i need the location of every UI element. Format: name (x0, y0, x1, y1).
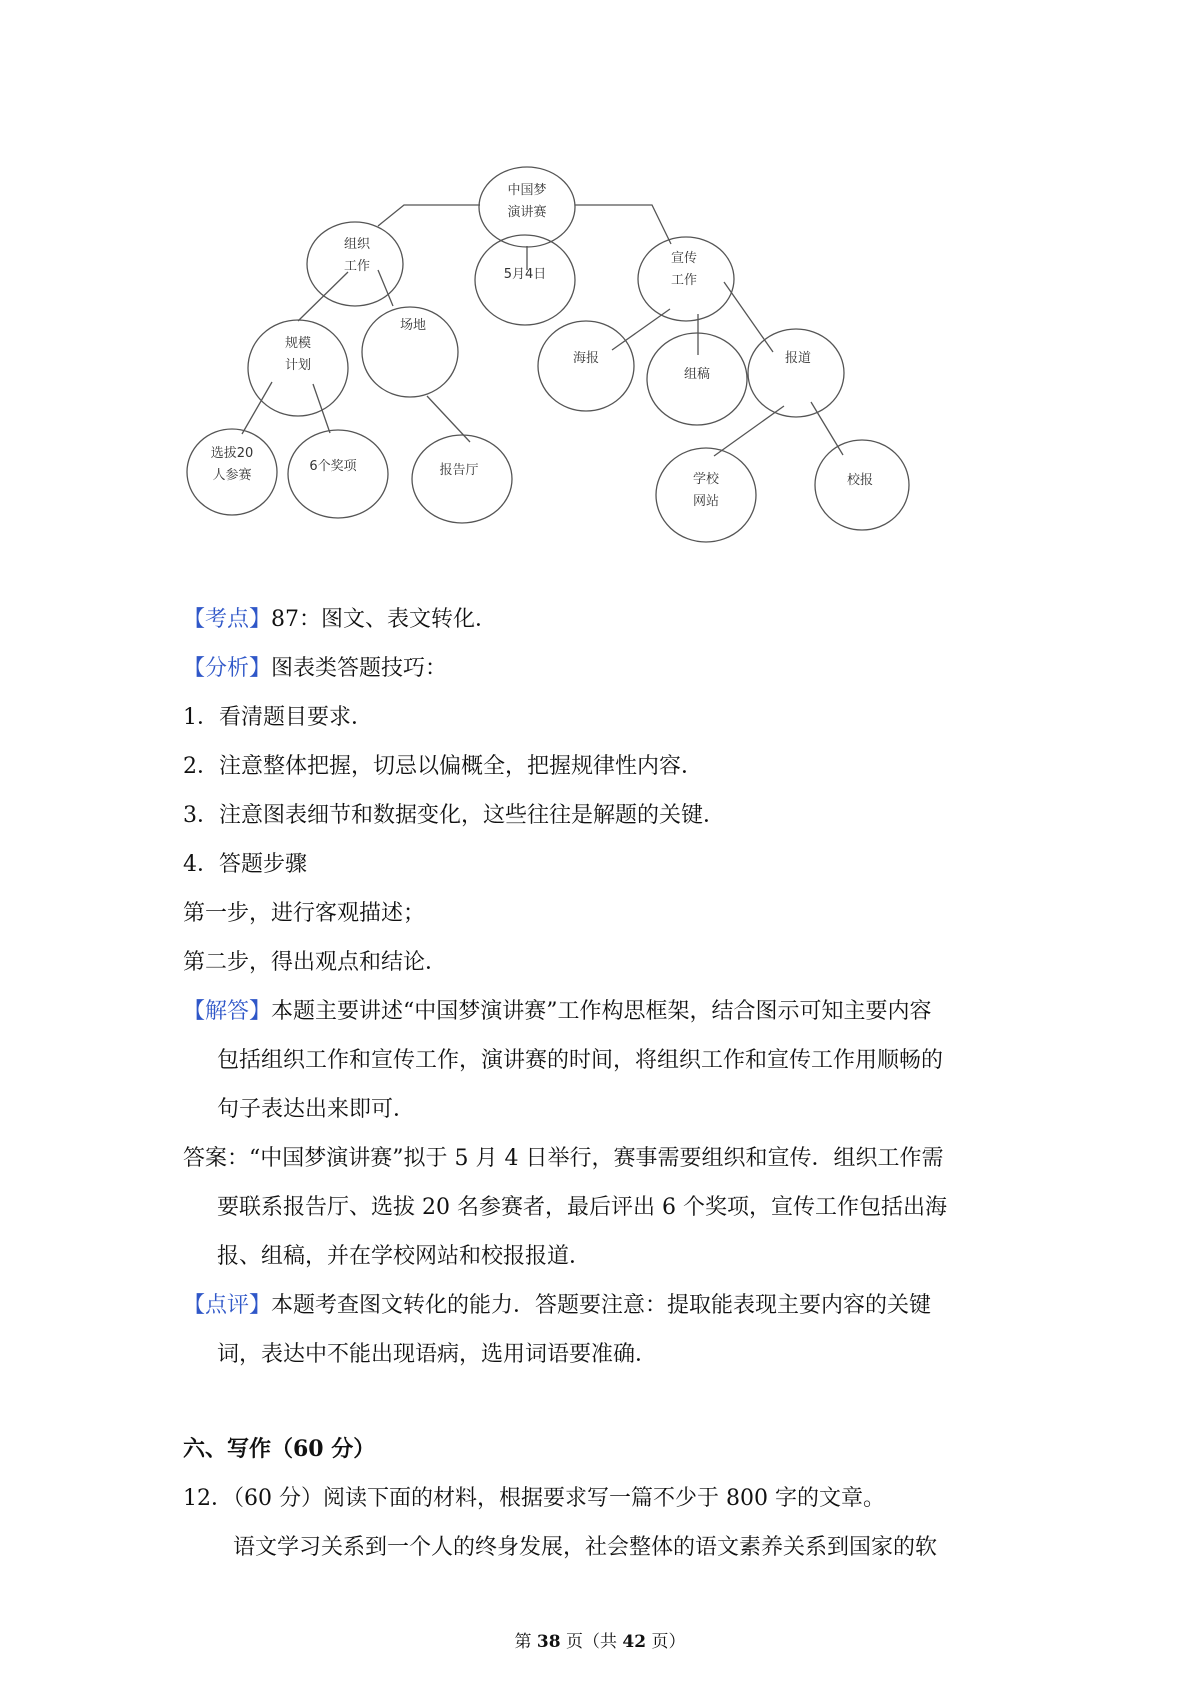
answer-line-1: 答案：“中国梦演讲赛”拟于 5 月 4 日举行，赛事需要组织和宣传．组织工作需 (183, 1146, 944, 1171)
dianping-text-1: 本题考查图文转化的能力．答题要注意：提取能表现主要内容的关键 (271, 1293, 932, 1318)
fenxi-text: 图表类答题技巧： (271, 656, 448, 681)
kaodian-tag: 【考点】 (183, 607, 272, 632)
edge-root-pub (575, 205, 671, 244)
step-1: 第一步，进行客观描述； (183, 901, 426, 926)
answer-line-3: 报、组稿，并在学校网站和校报报道． (217, 1244, 592, 1269)
node-label-root: 中国梦演讲赛 (507, 183, 547, 220)
node-label-select: 选拔20 人参赛 (210, 446, 254, 483)
tip-item-1: 1．看清题目要求． (183, 705, 373, 730)
footer-prefix: 第 (514, 1632, 537, 1652)
fenxi-line (183, 644, 447, 693)
tip-item-2: 2．注意整体把握，切忌以偏概全，把握规律性内容． (183, 754, 703, 779)
edge-report-paper (811, 402, 843, 455)
kaodian-text: 87：图文、表文转化． (271, 607, 498, 632)
dianping-line (183, 1281, 931, 1330)
node-label-org: 组织工作 (343, 237, 371, 274)
dianping-text-2: 词，表达中不能出现语病，选用词语要准确． (217, 1342, 658, 1367)
tip-item-4: 4．答题步骤 (183, 852, 307, 877)
kaodian-line (183, 595, 497, 644)
jieda-text-3: 句子表达出来即可． (217, 1097, 416, 1122)
node-label-report: 报道 (784, 351, 812, 366)
mind-map-diagram (0, 0, 1200, 580)
node-poster (538, 321, 634, 411)
jieda-text-2: 包括组织工作和宣传工作，演讲赛的时间，将组织工作和宣传工作用顺畅的 (217, 1048, 944, 1073)
edge-report-website (714, 406, 784, 456)
node-label-plan: 规模计划 (284, 336, 312, 373)
edge-org-plan (298, 272, 348, 321)
node-label-hall: 报告厅 (439, 463, 479, 478)
node-label-paper: 校报 (846, 473, 874, 488)
edge-plan-awards (313, 384, 330, 433)
page-footer (0, 1630, 1200, 1654)
node-awards (288, 430, 388, 518)
node-label-website: 学校网站 (692, 472, 720, 509)
jieda-text-1: 本题主要讲述“中国梦演讲赛”工作构思框架，结合图示可知主要内容 (271, 999, 932, 1024)
node-label-pub: 宣传工作 (670, 251, 698, 288)
footer-suffix: 页） (646, 1632, 686, 1652)
question-12-material: 语文学习关系到一个人的终身发展，社会整体的语文素养关系到国家的软 (233, 1535, 938, 1560)
node-label-poster: 海报 (572, 351, 600, 366)
node-label-venue: 场地 (399, 318, 427, 333)
fenxi-tag: 【分析】 (183, 656, 272, 681)
footer-page-number: 38 (536, 1632, 561, 1652)
edge-org-venue (378, 270, 393, 306)
tip-item-3: 3．注意图表细节和数据变化，这些往往是解题的关键． (183, 803, 725, 828)
step-2: 第二步，得出观点和结论． (183, 950, 448, 975)
question-12: 12．（60 分）阅读下面的材料，根据要求写一篇不少于 800 字的文章。 (183, 1486, 885, 1511)
footer-total-pages: 42 (622, 1632, 647, 1652)
dianping-tag: 【点评】 (183, 1293, 272, 1318)
node-label-draft: 组稿 (683, 367, 711, 382)
answer-line-2: 要联系报告厅、选拔 20 名参赛者，最后评出 6 个奖项，宣传工作包括出海 (217, 1195, 947, 1220)
node-label-awards: 6个奖项 (309, 459, 357, 474)
edge-root-org (378, 205, 480, 226)
section-title: 六、写作（60 分） (183, 1436, 376, 1462)
edge-plan-select (242, 382, 272, 434)
footer-middle: 页（共 (560, 1632, 623, 1652)
jieda-line (183, 987, 932, 1036)
node-hall (412, 435, 512, 523)
node-label-date: 5月4日 (503, 267, 547, 282)
jieda-tag: 【解答】 (183, 999, 272, 1024)
node-report (748, 329, 844, 417)
